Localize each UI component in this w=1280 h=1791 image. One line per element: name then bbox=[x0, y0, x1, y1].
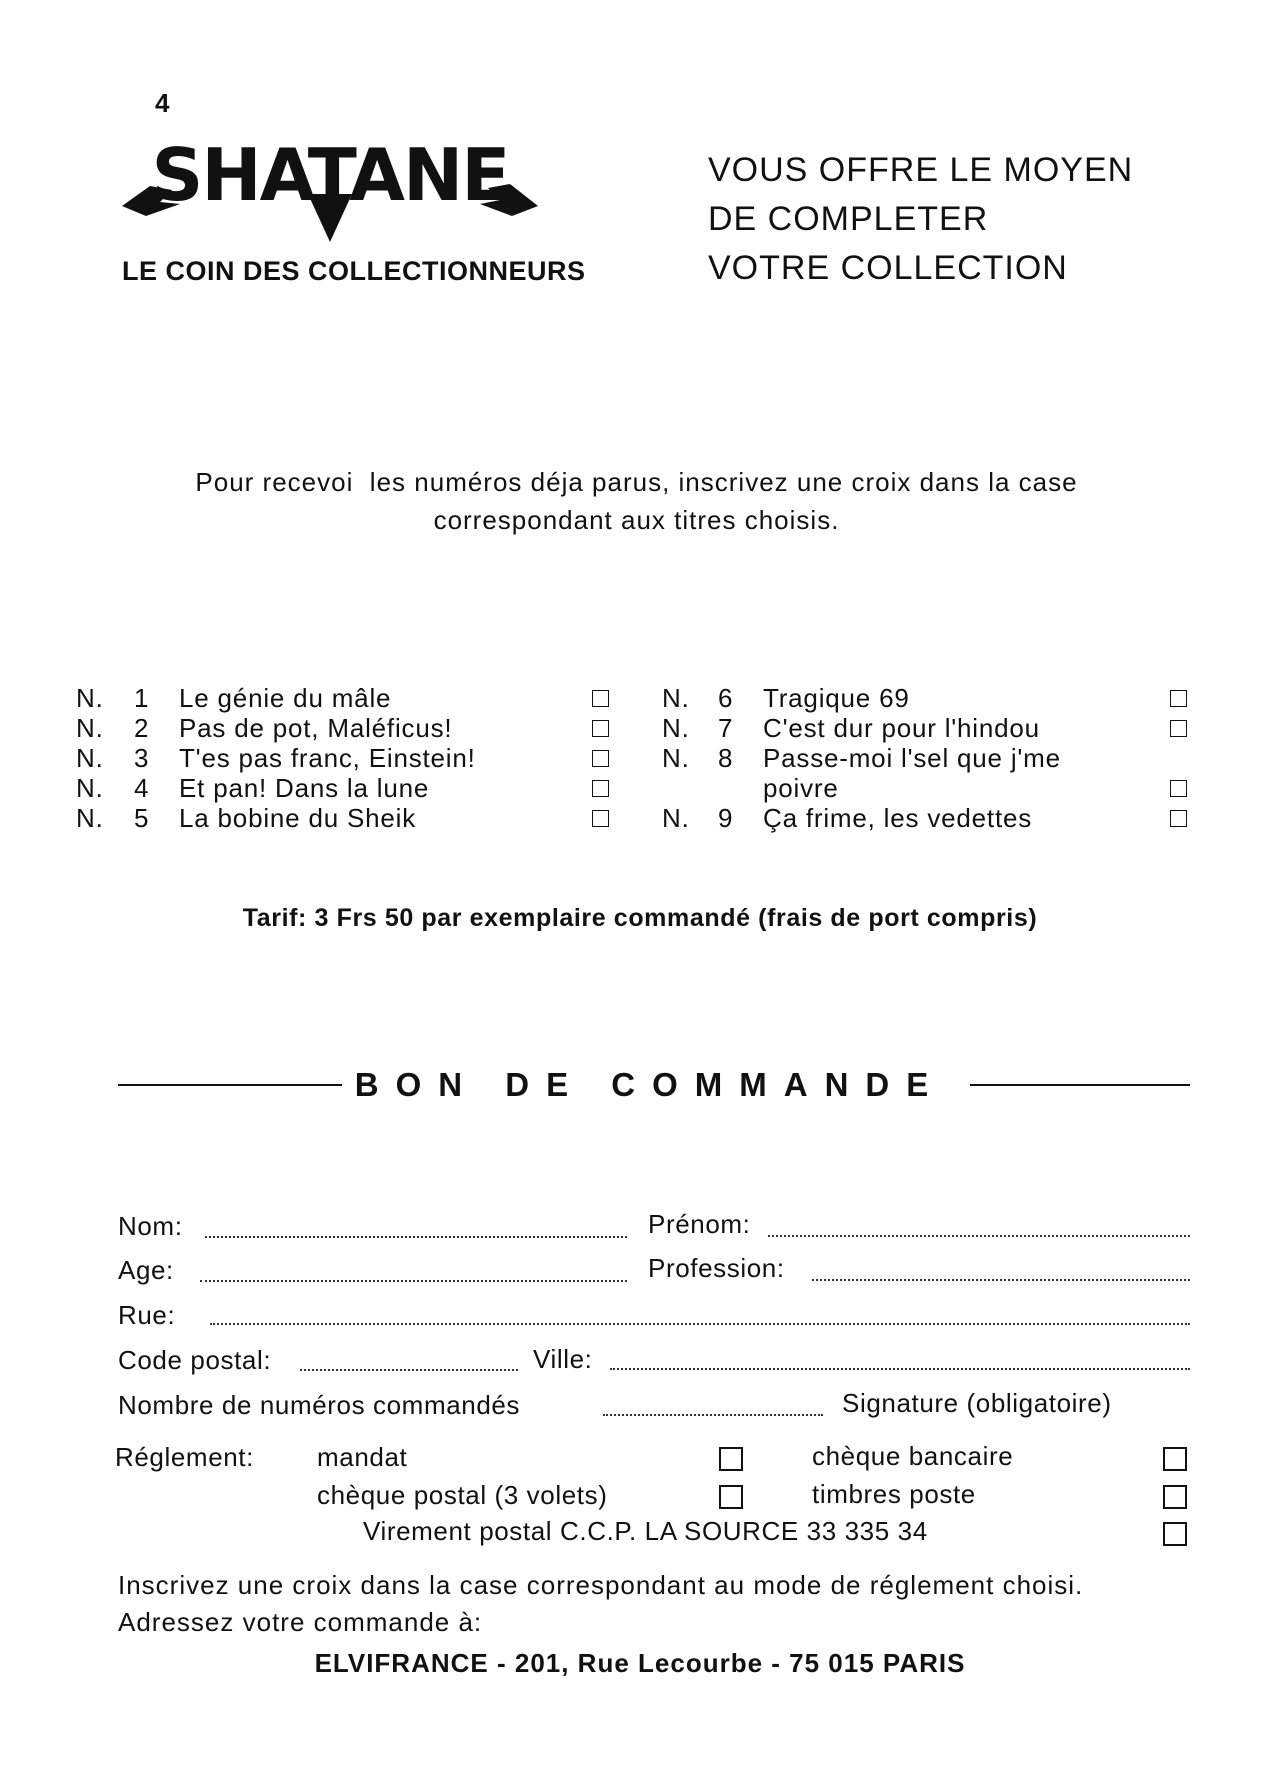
issue-7-title: C'est dur pour l'hindou bbox=[763, 713, 1040, 743]
tagline-line-1: VOUS OFFRE LE MOYEN bbox=[708, 151, 1134, 189]
issue-1-number: 1 bbox=[134, 683, 150, 713]
intro-text bbox=[124, 463, 1149, 539]
title-rule-left bbox=[118, 1084, 342, 1086]
tagline-line-2: DE COMPLETER bbox=[708, 200, 989, 238]
issue-1-checkbox[interactable] bbox=[592, 690, 609, 707]
age-label: Age: bbox=[118, 1255, 174, 1285]
prenom-field[interactable] bbox=[768, 1235, 1190, 1237]
issue-6-title: Tragique 69 bbox=[763, 683, 910, 713]
issue-3-number: 3 bbox=[134, 743, 150, 773]
ville-label: Ville: bbox=[533, 1344, 593, 1374]
address: ELVIFRANCE - 201, Rue Lecourbe - 75 015 PARIS bbox=[314, 1648, 966, 1678]
order-form-title: BON DE COMMANDE bbox=[354, 1066, 946, 1103]
issue-5-number: 5 bbox=[134, 803, 150, 833]
intro-line-1: Pour recevoi les numéros déja parus, inscrivez une croix dans la case bbox=[195, 467, 1078, 497]
issue-8-number: 8 bbox=[718, 743, 734, 773]
prenom-label: Prénom: bbox=[648, 1209, 751, 1239]
rue-field[interactable] bbox=[210, 1323, 1190, 1325]
issue-5-title: La bobine du Sheik bbox=[179, 803, 417, 833]
issue-6-checkbox[interactable] bbox=[1170, 690, 1187, 707]
code-postal-label: Code postal: bbox=[118, 1345, 272, 1375]
intro-line-2: correspondant aux titres choisis. bbox=[433, 505, 840, 535]
issue-5-checkbox[interactable] bbox=[592, 810, 609, 827]
ville-field[interactable] bbox=[610, 1368, 1190, 1370]
profession-field[interactable] bbox=[812, 1279, 1190, 1281]
mandat-label: mandat bbox=[317, 1442, 408, 1472]
issue-2-title: Pas de pot, Maléficus! bbox=[179, 713, 453, 743]
issue-8-title: Passe-moi l'sel que j'me bbox=[763, 743, 1061, 773]
nom-field[interactable] bbox=[205, 1236, 627, 1238]
cheque-postal-label: chèque postal (3 volets) bbox=[317, 1480, 608, 1510]
mandat-checkbox[interactable] bbox=[719, 1447, 743, 1471]
signature-label: Signature (obligatoire) bbox=[842, 1388, 1112, 1418]
profession-label: Profession: bbox=[648, 1253, 785, 1283]
issue-4-title: Et pan! Dans la lune bbox=[179, 773, 430, 803]
issue-2-checkbox[interactable] bbox=[592, 720, 609, 737]
cheque-bancaire-label: chèque bancaire bbox=[812, 1441, 1014, 1471]
issue-7-prefix: N. bbox=[662, 713, 690, 743]
issue-1-prefix: N. bbox=[76, 683, 104, 713]
issue-9-number: 9 bbox=[718, 803, 734, 833]
issue-4-checkbox[interactable] bbox=[592, 780, 609, 797]
issue-9-title: Ça frime, les vedettes bbox=[763, 803, 1033, 833]
timbres-checkbox[interactable] bbox=[1163, 1485, 1187, 1509]
virement-checkbox[interactable] bbox=[1163, 1522, 1187, 1546]
issue-4-number: 4 bbox=[134, 773, 150, 803]
issue-7-checkbox[interactable] bbox=[1170, 720, 1187, 737]
tagline bbox=[708, 146, 1133, 293]
timbres-label: timbres poste bbox=[812, 1479, 976, 1509]
page-number: 4 bbox=[155, 88, 170, 118]
code-postal-field[interactable] bbox=[300, 1369, 518, 1371]
issue-3-checkbox[interactable] bbox=[592, 750, 609, 767]
issue-5-prefix: N. bbox=[76, 803, 104, 833]
age-field[interactable] bbox=[200, 1280, 627, 1282]
issue-3-title: T'es pas franc, Einstein! bbox=[179, 743, 476, 773]
nombre-label: Nombre de numéros commandés bbox=[118, 1390, 521, 1420]
nombre-field[interactable] bbox=[603, 1414, 823, 1416]
shatane-logo bbox=[120, 124, 540, 244]
issue-8-prefix: N. bbox=[662, 743, 690, 773]
issue-7-number: 7 bbox=[718, 713, 734, 743]
title-rule-right bbox=[970, 1084, 1190, 1086]
issue-9-checkbox[interactable] bbox=[1170, 810, 1187, 827]
issue-8-title-line-2: poivre bbox=[763, 773, 839, 803]
issue-4-prefix: N. bbox=[76, 773, 104, 803]
tagline-line-3: VOTRE COLLECTION bbox=[708, 249, 1068, 287]
issue-6-prefix: N. bbox=[662, 683, 690, 713]
virement-label: Virement postal C.C.P. LA SOURCE 33 335 34 bbox=[363, 1516, 928, 1546]
payment-label: Réglement: bbox=[115, 1442, 254, 1472]
rue-label: Rue: bbox=[118, 1300, 176, 1330]
tarif-text: Tarif: 3 Frs 50 par exemplaire commandé (frais de port compris) bbox=[242, 904, 1038, 932]
issue-2-number: 2 bbox=[134, 713, 150, 743]
address-intro: Adressez votre commande à: bbox=[118, 1607, 483, 1637]
payment-instructions: Inscrivez une croix dans la case correspondant au mode de réglement choisi. bbox=[118, 1570, 1084, 1600]
issue-6-number: 6 bbox=[718, 683, 734, 713]
issue-1-title: Le génie du mâle bbox=[179, 683, 392, 713]
issue-2-prefix: N. bbox=[76, 713, 104, 743]
cheque-bancaire-checkbox[interactable] bbox=[1163, 1447, 1187, 1471]
issue-3-prefix: N. bbox=[76, 743, 104, 773]
logo-subtitle: LE COIN DES COLLECTIONNEURS bbox=[122, 256, 586, 286]
issue-9-prefix: N. bbox=[662, 803, 690, 833]
nom-label: Nom: bbox=[118, 1211, 183, 1241]
cheque-postal-checkbox[interactable] bbox=[719, 1485, 743, 1509]
logo-text: SHATANE bbox=[151, 133, 509, 217]
issue-8-checkbox[interactable] bbox=[1170, 780, 1187, 797]
